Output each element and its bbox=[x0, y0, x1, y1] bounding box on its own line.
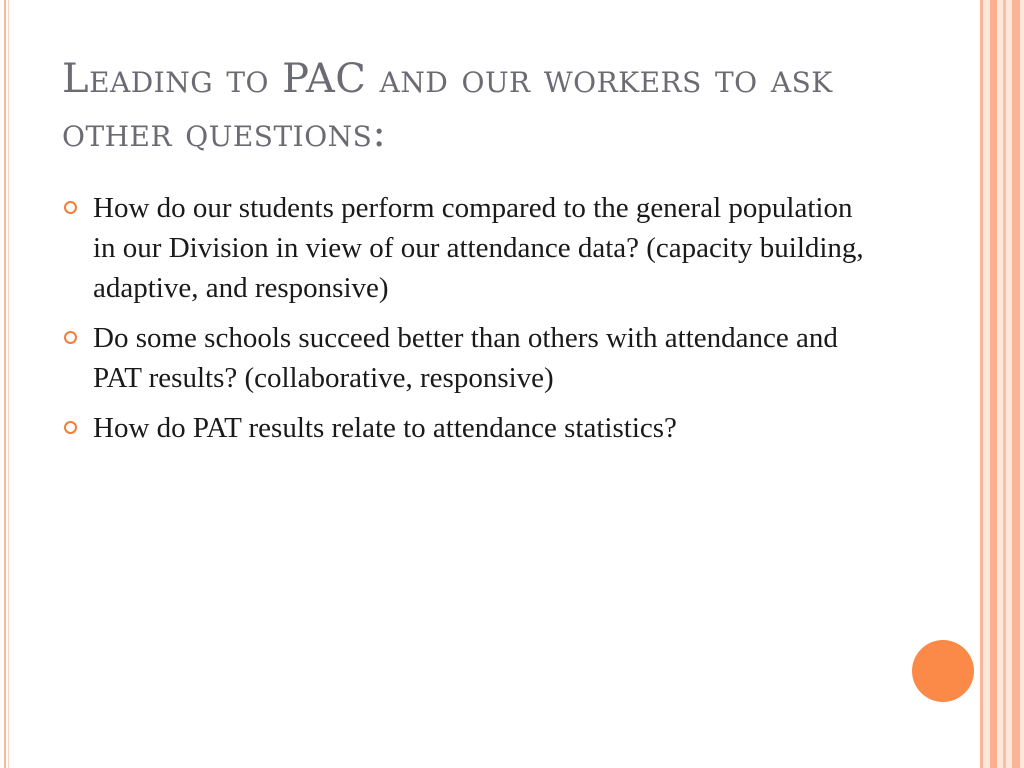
orange-circle-icon bbox=[912, 640, 974, 702]
bullet-item bbox=[62, 408, 882, 448]
bullet-text: How do PAT results relate to attendance statistics? bbox=[93, 412, 677, 444]
right-stripe-4 bbox=[1012, 0, 1020, 768]
bullet-text: Do some schools succeed better than others with attendance and PAT results? (collaborative, responsive) bbox=[93, 322, 838, 394]
slide-title: Leading to PAC and our workers to ask other questions: bbox=[62, 56, 833, 156]
bullet-item bbox=[62, 318, 882, 398]
bullet-list bbox=[62, 188, 882, 458]
bullet-text: How do our students perform compared to the general population in our Division in view of our attendance data? (capacity building, adaptive, and responsive) bbox=[93, 192, 864, 304]
right-stripe-2 bbox=[990, 0, 997, 768]
circle-bullet-icon bbox=[64, 331, 77, 344]
left-border-line bbox=[4, 0, 6, 768]
bullet-item bbox=[62, 188, 882, 308]
left-border-line-inner bbox=[8, 0, 9, 768]
circle-bullet-icon bbox=[64, 201, 77, 214]
circle-bullet-icon bbox=[64, 421, 77, 434]
right-stripe-3 bbox=[1003, 0, 1006, 768]
right-stripe-1 bbox=[980, 0, 983, 768]
